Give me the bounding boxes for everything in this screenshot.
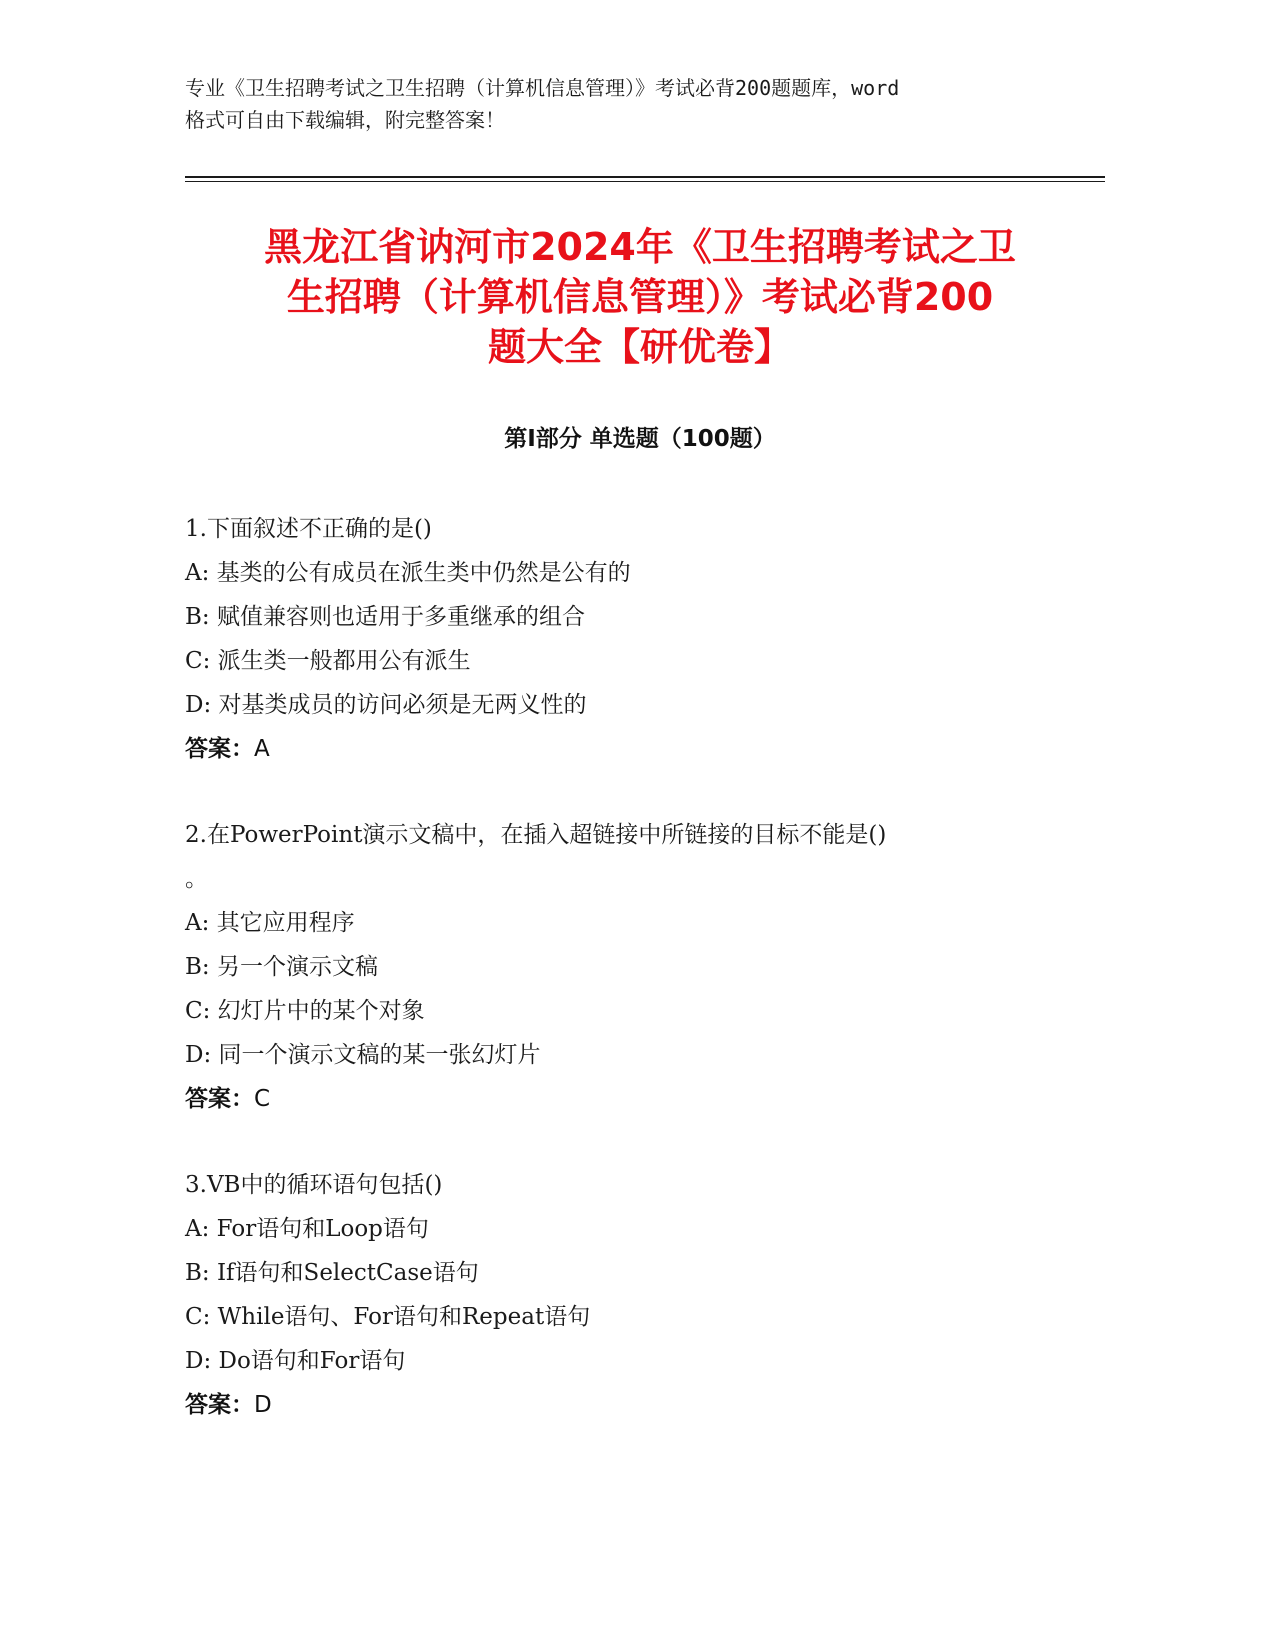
option-b: B: 赋值兼容则也适用于多重继承的组合 — [185, 604, 585, 630]
document-title-line-3: 题大全【研优卷】 — [487, 325, 792, 369]
option-c: C: 派生类一般都用公有派生 — [185, 648, 471, 674]
option-a: A: 其它应用程序 — [185, 910, 355, 936]
option-b: B: 另一个演示文稿 — [185, 954, 378, 980]
document-title-line-1: 黑龙江省讷河市2024年《卫生招聘考试之卫 — [264, 225, 1016, 269]
answer-label: 答案： — [185, 1392, 254, 1418]
answer-line — [185, 1077, 1085, 1121]
question-stem: 3.VB中的循环语句包括() — [185, 1172, 443, 1198]
option-c: C: 幻灯片中的某个对象 — [185, 998, 425, 1024]
option-c: C: While语句、For语句和Repeat语句 — [185, 1304, 591, 1330]
question-stem: 2.在PowerPoint演示文稿中，在插入超链接中所链接的目标不能是() — [185, 822, 887, 848]
header-note — [185, 72, 1085, 136]
option-a: A: For语句和Loop语句 — [185, 1216, 429, 1242]
header-divider-thin — [185, 181, 1105, 182]
header-divider-thick — [185, 176, 1105, 178]
answer-line — [185, 727, 1085, 771]
question-item — [185, 1163, 1085, 1427]
answer-value: C — [254, 1086, 271, 1112]
answer-value: D — [254, 1392, 272, 1418]
document-title — [185, 222, 1095, 372]
answer-label: 答案： — [185, 736, 254, 762]
option-d: D: Do语句和For语句 — [185, 1348, 406, 1374]
option-b: B: If语句和SelectCase语句 — [185, 1260, 479, 1286]
question-item — [185, 507, 1085, 771]
option-d: D: 对基类成员的访问必须是无两义性的 — [185, 692, 587, 718]
answer-value: A — [254, 736, 270, 762]
option-d: D: 同一个演示文稿的某一张幻灯片 — [185, 1042, 541, 1068]
question-stem: 1.下面叙述不正确的是() — [185, 516, 432, 542]
header-note-line-2: 格式可自由下载编辑，附完整答案！ — [185, 108, 505, 132]
answer-label: 答案： — [185, 1086, 254, 1112]
document-title-line-2: 生招聘（计算机信息管理）》考试必背200 — [286, 275, 994, 319]
section-heading: 第Ⅰ部分 单选题（100题） — [504, 426, 776, 452]
question-item — [185, 813, 1085, 1121]
option-a: A: 基类的公有成员在派生类中仍然是公有的 — [185, 560, 631, 586]
header-note-line-1: 专业《卫生招聘考试之卫生招聘（计算机信息管理）》考试必背200题题库，word — [185, 76, 900, 100]
question-stem-continuation: 。 — [185, 866, 208, 892]
answer-line — [185, 1383, 1085, 1427]
question-list — [185, 507, 1085, 1469]
